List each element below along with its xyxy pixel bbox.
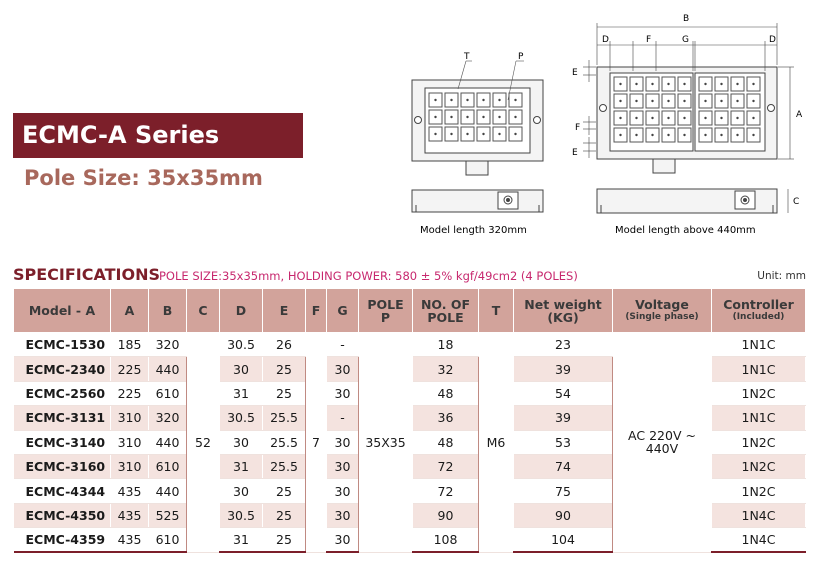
cell-controller: 1N1C — [712, 357, 806, 381]
spec-subtitle: POLE SIZE:35x35mm, HOLDING POWER: 580 ± 5% kgf/49cm2 (4 POLES) — [159, 269, 578, 283]
cell-b: 610 — [149, 381, 187, 405]
pole-dot — [434, 133, 436, 135]
cell-no-of-pole: 36 — [413, 406, 479, 430]
cell-g: 30 — [327, 503, 359, 527]
cell-controller: 1N1C — [712, 333, 806, 357]
cell-controller: 1N2C — [712, 479, 806, 503]
cell-e: 25.5 — [263, 454, 306, 478]
pole-dot — [466, 116, 468, 118]
pole-dot — [466, 133, 468, 135]
cell-no-of-pole: 72 — [413, 479, 479, 503]
col-voltage — [613, 289, 712, 333]
cell-e: 25.5 — [263, 406, 306, 430]
cell-b: 610 — [149, 454, 187, 478]
cell-a: 310 — [111, 454, 149, 478]
right-top-view — [583, 23, 794, 173]
pole-dot — [667, 134, 669, 136]
pole-dot — [667, 117, 669, 119]
cell-model: ECMC-1530 — [14, 333, 111, 357]
cell-d: 30 — [220, 430, 263, 454]
cell-e: 26 — [263, 333, 306, 357]
cell-e: 25 — [263, 479, 306, 503]
cell-no-of-pole: 32 — [413, 357, 479, 381]
cell-d: 30.5 — [220, 406, 263, 430]
pole-dot — [720, 100, 722, 102]
cell-no-of-pole: 90 — [413, 503, 479, 527]
col-f: F — [306, 289, 327, 333]
pole-dot — [736, 83, 738, 85]
pole-dot — [683, 83, 685, 85]
cell-controller: 1N1C — [712, 406, 806, 430]
cell-a: 225 — [111, 357, 149, 381]
col-weight-line1: Net weight — [524, 296, 602, 312]
cell-g: 30 — [327, 454, 359, 478]
pole-dot — [482, 99, 484, 101]
cell-g: 30 — [327, 430, 359, 454]
cell-no-of-pole: 108 — [413, 528, 479, 552]
pole-dot — [514, 133, 516, 135]
spec-table — [13, 288, 806, 553]
label-e-bottom: E — [572, 148, 578, 158]
cell-b: 320 — [149, 406, 187, 430]
col-b: B — [149, 289, 187, 333]
label-d-right: D — [769, 35, 776, 45]
pole-dot — [651, 117, 653, 119]
pole-dot — [704, 117, 706, 119]
cell-no-of-pole: 48 — [413, 381, 479, 405]
cell-no-of-pole: 48 — [413, 430, 479, 454]
pole-dot — [434, 99, 436, 101]
pole-dot — [667, 83, 669, 85]
cell-g: 30 — [327, 357, 359, 381]
pole-dot — [752, 117, 754, 119]
pole-dot — [466, 99, 468, 101]
pole-dot — [514, 116, 516, 118]
cell-d: 30.5 — [220, 333, 263, 357]
col-t: T — [479, 289, 514, 333]
label-a: A — [796, 110, 803, 120]
col-model: Model - A — [14, 289, 111, 333]
cell-g: 30 — [327, 479, 359, 503]
pole-dot — [635, 117, 637, 119]
pole-dot — [619, 117, 621, 119]
cell-no-of-pole: 18 — [413, 333, 479, 357]
pole-dot — [635, 100, 637, 102]
col-controller-line1: Controller — [723, 296, 794, 312]
pole-dot — [704, 134, 706, 136]
pole-dot — [720, 134, 722, 136]
cell-e: 25 — [263, 357, 306, 381]
pole-dot — [619, 83, 621, 85]
label-f-top: F — [646, 35, 652, 45]
cell-t-merged: M6 — [479, 333, 514, 553]
cell-b: 525 — [149, 503, 187, 527]
col-no-pole-line2: POLE — [427, 309, 464, 325]
col-pole-line2: P — [380, 309, 391, 325]
spec-header-row — [14, 289, 806, 333]
cell-d: 31 — [220, 381, 263, 405]
caption-left: Model length 320mm — [420, 225, 527, 236]
pole-dot — [514, 99, 516, 101]
cell-d: 31 — [220, 454, 263, 478]
pole-dot — [434, 116, 436, 118]
cell-b: 440 — [149, 479, 187, 503]
cell-net-weight: 90 — [514, 503, 613, 527]
cell-model: ECMC-2340 — [14, 357, 111, 381]
cell-d: 31 — [220, 528, 263, 552]
cell-net-weight: 104 — [514, 528, 613, 552]
cell-b: 610 — [149, 528, 187, 552]
pole-dot — [498, 116, 500, 118]
cell-model: ECMC-3140 — [14, 430, 111, 454]
cell-d: 30 — [220, 357, 263, 381]
cell-controller: 1N2C — [712, 381, 806, 405]
cell-net-weight: 74 — [514, 454, 613, 478]
cell-net-weight: 23 — [514, 333, 613, 357]
cell-model: ECMC-3131 — [14, 406, 111, 430]
cell-d: 30.5 — [220, 503, 263, 527]
cell-net-weight: 39 — [514, 357, 613, 381]
cell-model: ECMC-3160 — [14, 454, 111, 478]
label-e-top: E — [572, 68, 578, 78]
pole-dot — [704, 83, 706, 85]
cell-a: 435 — [111, 528, 149, 552]
pole-dot — [482, 133, 484, 135]
unit-label: Unit: mm — [757, 270, 806, 282]
pole-dot — [619, 100, 621, 102]
cell-b: 440 — [149, 357, 187, 381]
cell-model: ECMC-4350 — [14, 503, 111, 527]
col-a: A — [111, 289, 149, 333]
spec-header — [13, 265, 806, 287]
cell-c-merged: 52 — [187, 333, 220, 553]
col-e: E — [263, 289, 306, 333]
pole-dot — [683, 100, 685, 102]
cell-e: 25 — [263, 381, 306, 405]
cell-g: 30 — [327, 381, 359, 405]
cell-a: 185 — [111, 333, 149, 357]
cell-a: 310 — [111, 430, 149, 454]
cell-net-weight: 75 — [514, 479, 613, 503]
col-no-of-pole — [413, 289, 479, 333]
col-voltage-line2: (Single phase) — [625, 311, 699, 322]
col-d: D — [220, 289, 263, 333]
col-c: C — [187, 289, 220, 333]
spec-title: SPECIFICATIONS — [13, 265, 161, 284]
technical-drawings — [400, 5, 819, 240]
col-g: G — [327, 289, 359, 333]
cell-net-weight: 54 — [514, 381, 613, 405]
col-pole-line1: POLE — [367, 296, 404, 312]
pole-dot — [619, 134, 621, 136]
cell-a: 310 — [111, 406, 149, 430]
pole-dot — [450, 133, 452, 135]
cell-e: 25 — [263, 503, 306, 527]
cell-g: - — [327, 333, 359, 357]
table-row — [14, 333, 806, 357]
cell-no-of-pole: 72 — [413, 454, 479, 478]
pole-dot — [635, 134, 637, 136]
label-b: B — [683, 14, 690, 24]
left-side-view — [412, 190, 543, 212]
cell-model: ECMC-2560 — [14, 381, 111, 405]
col-weight-line2: (KG) — [547, 309, 579, 325]
pole-dot — [704, 100, 706, 102]
pole-dot — [720, 117, 722, 119]
col-no-pole-line1: NO. OF — [420, 296, 471, 312]
pole-dot — [450, 99, 452, 101]
label-g: G — [682, 35, 689, 45]
cell-g: 30 — [327, 528, 359, 552]
cell-controller: 1N2C — [712, 430, 806, 454]
cell-model: ECMC-4359 — [14, 528, 111, 552]
cell-d: 30 — [220, 479, 263, 503]
pole-dot — [683, 134, 685, 136]
cell-f-merged: 7 — [306, 333, 327, 553]
caption-right: Model length above 440mm — [615, 225, 756, 236]
col-controller — [712, 289, 806, 333]
pole-size-heading: Pole Size: 35x35mm — [24, 166, 263, 190]
pole-dot — [450, 116, 452, 118]
series-title: ECMC-A Series — [13, 113, 303, 158]
col-controller-line2: (Included) — [732, 311, 785, 322]
cell-net-weight: 53 — [514, 430, 613, 454]
pole-dot — [651, 83, 653, 85]
cell-model: ECMC-4344 — [14, 479, 111, 503]
pole-dot — [482, 116, 484, 118]
cell-controller: 1N4C — [712, 503, 806, 527]
label-t: T — [464, 52, 470, 62]
cell-b: 440 — [149, 430, 187, 454]
cell-a: 225 — [111, 381, 149, 405]
cell-net-weight: 39 — [514, 406, 613, 430]
pole-dot — [498, 133, 500, 135]
cell-e: 25 — [263, 528, 306, 552]
spec-body — [14, 333, 806, 553]
pole-dot — [651, 100, 653, 102]
left-top-view — [412, 61, 543, 175]
label-c: C — [793, 197, 800, 207]
cell-voltage-merged: AC 220V ~ 440V — [613, 333, 712, 553]
pole-dot — [651, 134, 653, 136]
col-voltage-line1: Voltage — [635, 296, 689, 312]
pole-dot — [736, 117, 738, 119]
pole-dot — [667, 100, 669, 102]
label-d-left: D — [602, 35, 609, 45]
pole-dot — [752, 83, 754, 85]
cell-b: 320 — [149, 333, 187, 357]
cell-a: 435 — [111, 503, 149, 527]
pole-dot — [498, 99, 500, 101]
col-net-weight — [514, 289, 613, 333]
pole-dot — [720, 83, 722, 85]
cell-controller: 1N2C — [712, 454, 806, 478]
cell-e: 25.5 — [263, 430, 306, 454]
pole-dot — [752, 100, 754, 102]
pole-dot — [736, 134, 738, 136]
col-pole — [359, 289, 413, 333]
pole-dot — [736, 100, 738, 102]
pole-dot — [683, 117, 685, 119]
label-f-side: F — [575, 123, 581, 133]
cell-pole-merged: 35X35 — [359, 333, 413, 553]
right-side-view — [597, 189, 788, 213]
pole-dot — [752, 134, 754, 136]
label-p: P — [518, 52, 524, 62]
cell-g: - — [327, 406, 359, 430]
drawing-svg — [400, 5, 819, 240]
cell-a: 435 — [111, 479, 149, 503]
pole-dot — [635, 83, 637, 85]
cell-controller: 1N4C — [712, 528, 806, 552]
